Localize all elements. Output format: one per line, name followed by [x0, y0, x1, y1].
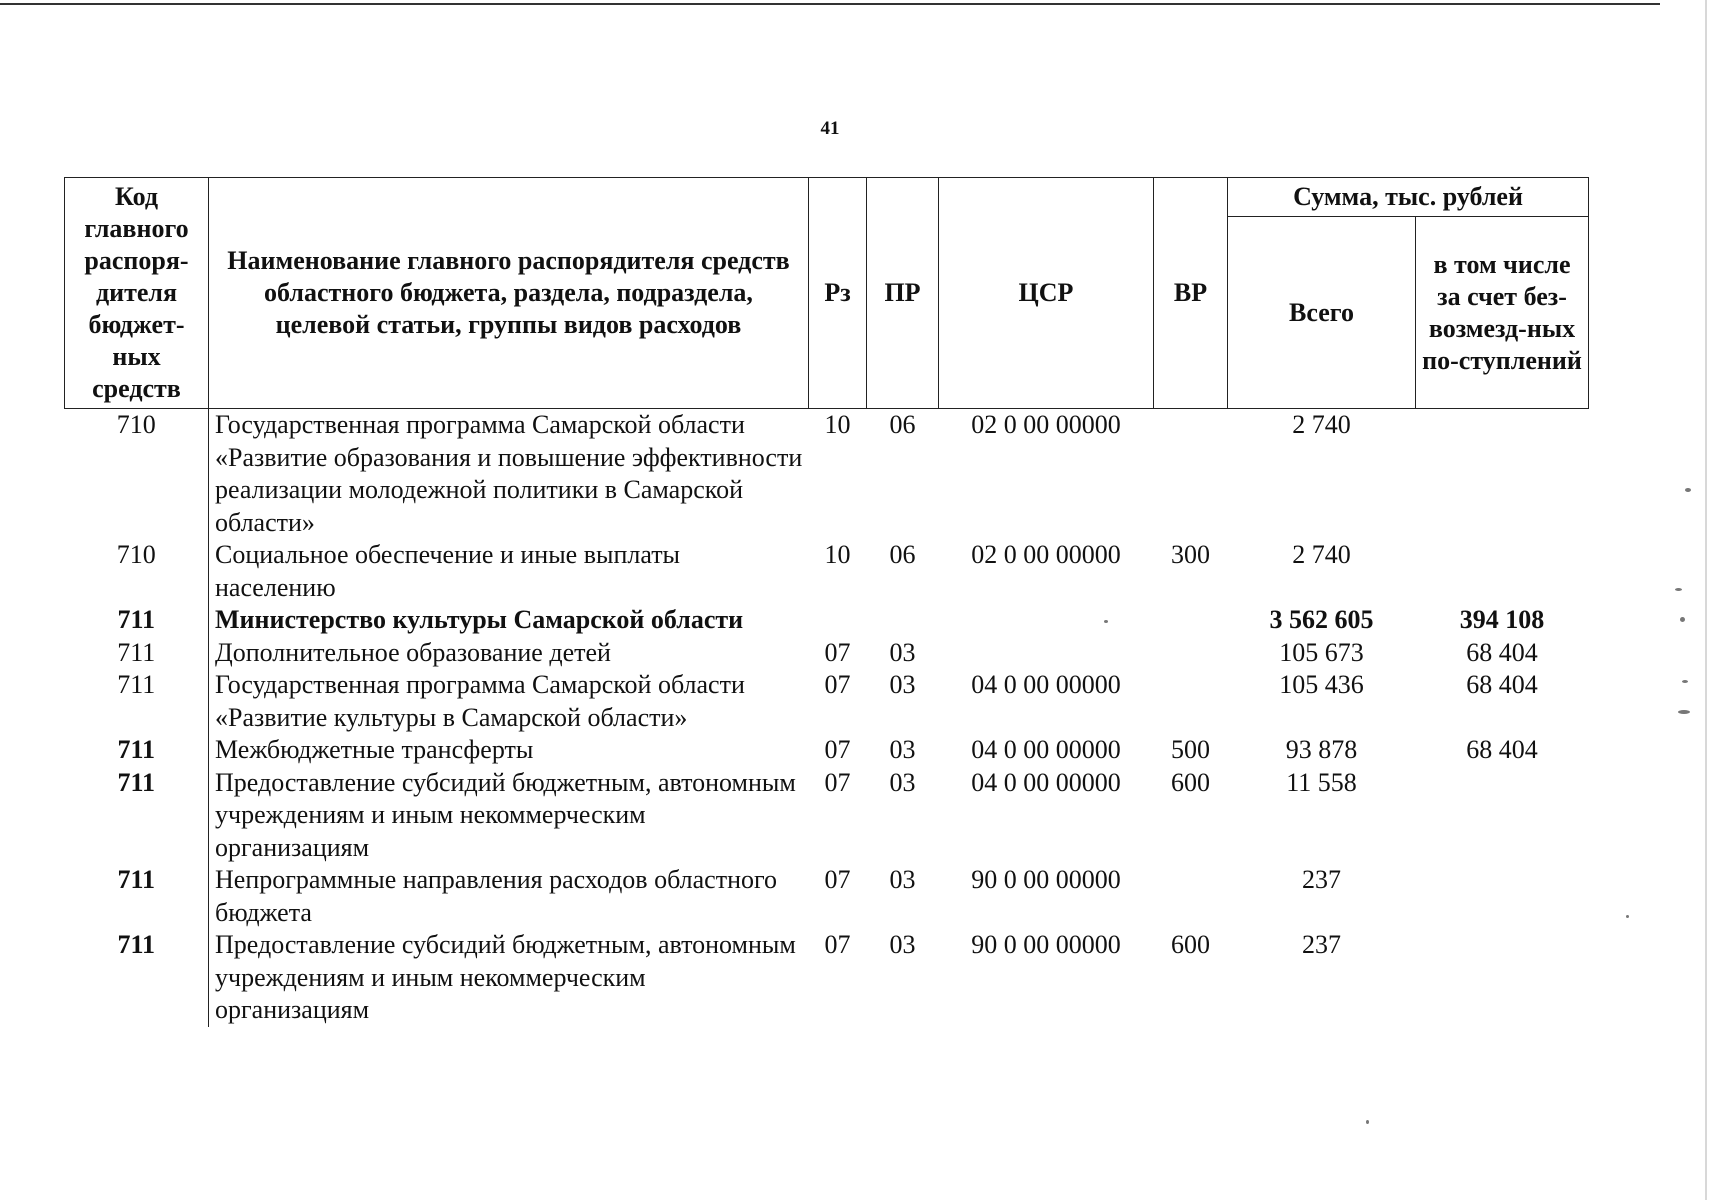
- scan-speck: [1682, 680, 1688, 683]
- header-rz: Рз: [809, 178, 867, 409]
- header-total: Всего: [1228, 217, 1416, 409]
- scan-speck: [1366, 1120, 1369, 1124]
- cell-total: 2 740: [1292, 410, 1351, 439]
- cell-code: 711: [65, 929, 209, 1027]
- header-vr: ВР: [1154, 178, 1228, 409]
- cell-total: 3 562 605: [1269, 605, 1374, 634]
- cell-rz: 10: [824, 540, 851, 569]
- table-row: [65, 767, 1589, 865]
- cell-csr: 04 0 00 00000: [971, 735, 1121, 764]
- cell-grants: 394 108: [1459, 605, 1545, 634]
- cell-total: 93 878: [1285, 735, 1358, 764]
- table-row: [65, 637, 1589, 670]
- table-header-row: [65, 178, 1589, 217]
- cell-total: 105 436: [1279, 670, 1364, 699]
- cell-csr: [939, 604, 1154, 637]
- cell-code: 711: [65, 669, 209, 734]
- cell-vr: [1154, 669, 1228, 734]
- cell-vr: [1154, 604, 1228, 637]
- cell-vr: [1154, 637, 1228, 670]
- cell-rz: 10: [824, 410, 851, 439]
- scan-speck: [1685, 488, 1691, 492]
- table-row: [65, 604, 1589, 637]
- cell-total: 11 558: [1286, 767, 1357, 797]
- cell-pr: 03: [889, 735, 916, 764]
- scan-speck: [1675, 588, 1682, 591]
- scan-edge-line: [0, 3, 1660, 5]
- cell-vr: 500: [1171, 735, 1210, 764]
- cell-name: Непрограммные направления расходов областного бюджета: [215, 865, 777, 927]
- cell-grants: [1416, 539, 1589, 604]
- cell-pr: 06: [889, 410, 916, 439]
- cell-code: 711: [65, 604, 209, 637]
- cell-csr: 04 0 00 00000: [971, 670, 1121, 699]
- header-code: Код главного распоря-дителя бюджет-ных средств: [65, 178, 209, 409]
- cell-name: Министерство культуры Самарской области: [215, 605, 744, 634]
- cell-rz: 07: [824, 767, 851, 797]
- cell-csr: 02 0 00 00000: [971, 410, 1121, 439]
- cell-code: 711: [65, 864, 209, 929]
- table-row: [65, 539, 1589, 604]
- cell-pr: 03: [889, 637, 916, 667]
- cell-total: 237: [1302, 930, 1341, 959]
- table-row: [65, 734, 1589, 767]
- cell-csr: 02 0 00 00000: [971, 540, 1121, 569]
- budget-table: [64, 177, 1589, 1027]
- cell-name: Предоставление субсидий бюджетным, автономным учреждениям и иным некоммерческим организациям: [215, 767, 796, 862]
- table-row: [65, 929, 1589, 1027]
- cell-pr: [867, 604, 939, 637]
- cell-grants: [1416, 929, 1589, 1027]
- cell-name: Межбюджетные трансферты: [215, 735, 534, 764]
- cell-csr: 90 0 00 00000: [971, 930, 1121, 959]
- cell-code: 710: [65, 539, 209, 604]
- cell-grants: [1416, 864, 1589, 929]
- cell-vr: 600: [1171, 930, 1210, 959]
- scan-edge-shadow: [1705, 0, 1707, 1200]
- header-csr: ЦСР: [939, 178, 1154, 409]
- cell-name: Государственная программа Самарской области «Развитие культуры в Самарской области»: [215, 670, 745, 732]
- cell-rz: [809, 604, 867, 637]
- cell-rz: 07: [824, 735, 851, 764]
- cell-vr: 300: [1171, 540, 1210, 569]
- header-grants: в том числе за счет без-возмезд-ных по-ступлений: [1416, 217, 1589, 409]
- cell-grants: [1416, 409, 1589, 540]
- cell-code: 711: [65, 637, 209, 670]
- cell-total: 105 673: [1279, 637, 1364, 667]
- cell-name: Дополнительное образование детей: [215, 637, 611, 667]
- cell-rz: 07: [824, 637, 851, 667]
- header-pr: ПР: [867, 178, 939, 409]
- table-row: [65, 669, 1589, 734]
- cell-code: 711: [65, 734, 209, 767]
- cell-csr: 04 0 00 00000: [971, 767, 1121, 797]
- scan-speck: [1104, 620, 1108, 623]
- cell-vr: [1154, 409, 1228, 540]
- cell-name: Социальное обеспечение и иные выплаты населению: [215, 540, 681, 602]
- cell-rz: 07: [824, 670, 851, 699]
- header-name: Наименование главного распорядителя средств областного бюджета, раздела, подраздела, целевой статьи, группы видов расходов: [209, 178, 809, 409]
- cell-name: Государственная программа Самарской области «Развитие образования и повышение эффективности реализации молодежной политики в Самарской области»: [215, 410, 803, 537]
- cell-rz: 07: [824, 930, 851, 959]
- cell-pr: 03: [889, 865, 916, 894]
- cell-name: Предоставление субсидий бюджетным, автономным учреждениям и иным некоммерческим организациям: [215, 930, 796, 1024]
- cell-grants: 68 404: [1466, 735, 1538, 764]
- cell-total: 2 740: [1292, 540, 1351, 569]
- header-sum: Сумма, тыс. рублей: [1228, 178, 1589, 217]
- cell-csr: 90 0 00 00000: [971, 865, 1121, 894]
- cell-vr: [1154, 864, 1228, 929]
- cell-total: 237: [1302, 865, 1341, 894]
- table-row: [65, 864, 1589, 929]
- scan-speck: [1678, 710, 1690, 714]
- page-number: 41: [820, 118, 840, 139]
- table-row: [65, 409, 1589, 540]
- cell-pr: 03: [889, 930, 916, 959]
- cell-rz: 07: [824, 865, 851, 894]
- cell-pr: 03: [889, 767, 916, 797]
- cell-grants: [1416, 767, 1589, 865]
- cell-code: 710: [65, 409, 209, 540]
- cell-grants: 68 404: [1466, 670, 1538, 699]
- cell-pr: 06: [889, 540, 916, 569]
- scan-speck: [1680, 617, 1685, 622]
- scan-speck: [1626, 915, 1629, 918]
- cell-pr: 03: [889, 670, 916, 699]
- cell-code: 711: [65, 767, 209, 865]
- cell-vr: 600: [1171, 767, 1210, 797]
- cell-grants: 68 404: [1466, 637, 1538, 667]
- cell-csr: [939, 637, 1154, 670]
